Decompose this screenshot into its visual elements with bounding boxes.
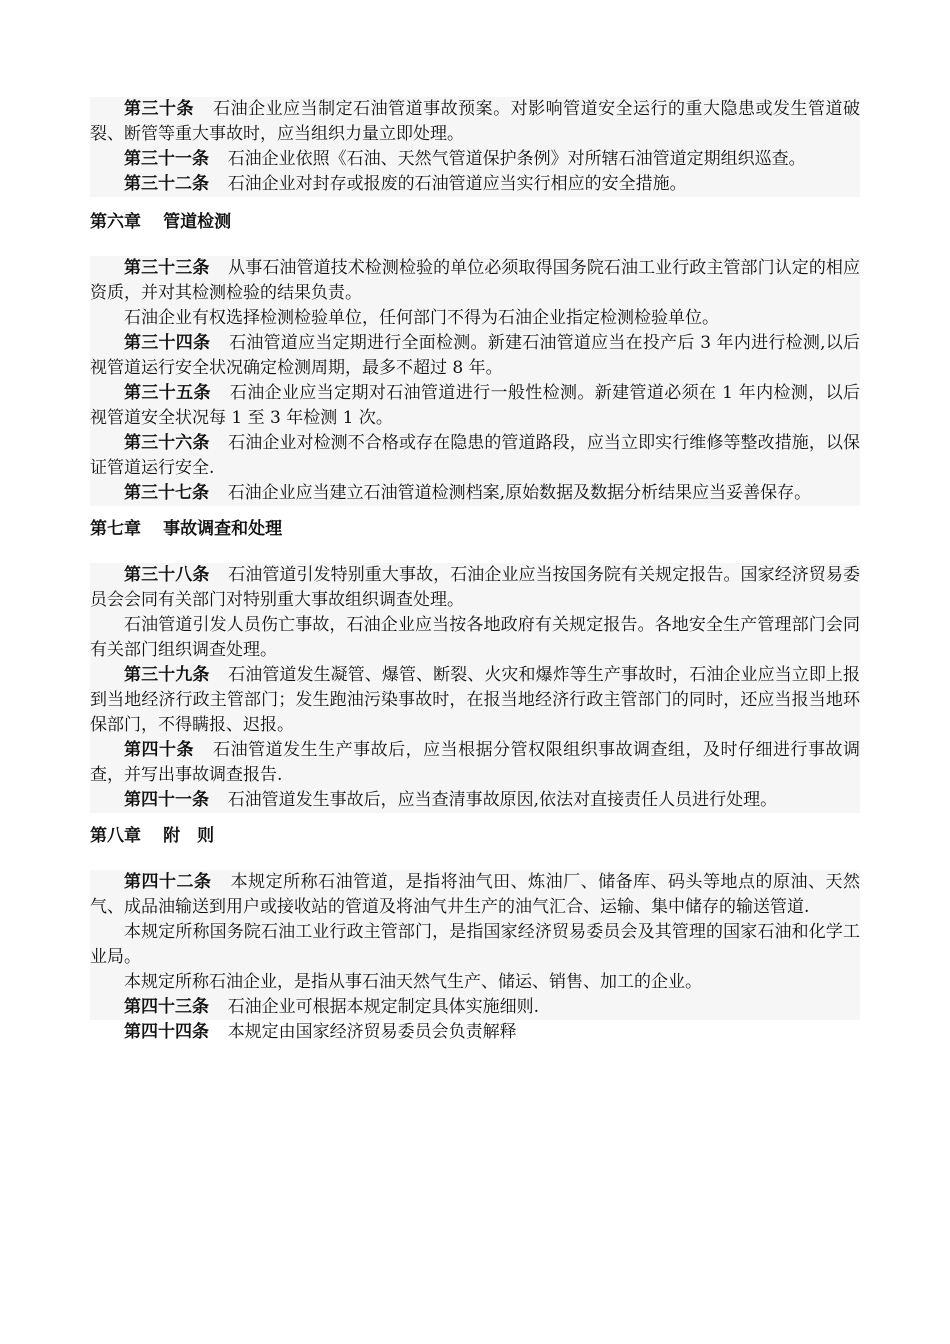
article-paragraph [90,738,860,788]
article-paragraph [90,995,860,1020]
paragraph-text: 石油管道发生凝管、爆管、断裂、火灾和爆炸等生产事故时，石油企业应当立即上报到当地经济行政主管部门；发生跑油污染事故时，在报当地经济行政主管部门的同时，还应当报当地环保部门，不得瞒报、迟报。 [90,665,861,735]
article-number: 第三十条 [124,99,194,119]
chapter-heading [90,197,860,256]
article-number: 第三十一条 [124,149,209,169]
paragraph [90,970,860,995]
paragraph-text: 石油企业依照《石油、天然气管道保护条例》对所辖石油管道定期组织巡查。 [227,149,806,169]
article-number: 第四十三条 [124,997,209,1017]
chapter-number: 第六章 [90,212,141,232]
paragraph [90,613,860,663]
article-paragraph [90,563,860,613]
paragraph-text: 石油企业对检测不合格或存在隐患的管道路段，应当立即实行维修等整改措施，以保证管道运行安全. [90,433,861,478]
chapter-heading [90,506,860,563]
chapter-title: 事故调查和处理 [163,519,283,539]
chapter-title: 附 则 [163,826,215,846]
article-number: 第三十六条 [124,433,210,453]
chapter-heading [90,813,860,870]
paragraph-text: 石油企业有权选择检测检验单位，任何部门不得为石油企业指定检测检验单位。 [124,308,719,328]
article-paragraph [90,97,860,147]
article-number: 第三十五条 [124,383,211,403]
article-number: 第三十七条 [124,483,209,503]
paragraph-text: 石油管道发生生产事故后，应当根据分管权限组织事故调查组，及时仔细进行事故调查，并写出事故调查报告. [90,740,861,785]
article-paragraph [90,870,860,920]
paragraph-text: 本规定由国家经济贸易委员会负责解释 [227,1022,517,1042]
article-number: 第三十八条 [124,565,210,585]
paragraph-text: 石油企业应当定期对石油管道进行一般性检测。新建管道必须在 1 年内检测，以后视管道安全状况每 1 至 3 年检测 1 次。 [90,383,861,428]
paragraph-text: 石油管道发生事故后，应当查清事故原因,依法对直接责任人员进行处理。 [227,790,778,810]
article-number: 第四十条 [124,740,194,760]
chapter-number: 第七章 [90,519,141,539]
article-paragraph [90,431,860,481]
article-paragraph [90,663,860,738]
article-paragraph [90,788,860,813]
paragraph [90,306,860,331]
article-paragraph [90,172,860,197]
article-paragraph [90,147,860,172]
document-body [90,97,860,1045]
paragraph-text: 石油企业应当建立石油管道检测档案,原始数据及数据分析结果应当妥善保存。 [227,483,812,503]
paragraph-text: 石油管道引发人员伤亡事故，石油企业应当按各地政府有关规定报告。各地安全生产管理部门会同有关部门组织调查处理。 [90,615,860,660]
paragraph-text: 石油企业应当制定石油管道事故预案。对影响管道安全运行的重大隐患或发生管道破裂、断管等重大事故时，应当组织力量立即处理。 [90,99,861,144]
article-number: 第三十二条 [124,174,209,194]
paragraph-text: 石油管道应当定期进行全面检测。新建石油管道应当在投产后 3 年内进行检测,以后视管道运行安全状况确定检测周期，最多不超过 8 年。 [90,333,861,378]
article-paragraph [90,381,860,431]
paragraph-text: 从事石油管道技术检测检验的单位必须取得国务院石油工业行政主管部门认定的相应资质，并对其检测检验的结果负责。 [90,258,861,303]
article-number: 第三十四条 [124,333,211,353]
chapter-title: 管道检测 [163,212,232,232]
chapter-number: 第八章 [90,826,141,846]
paragraph [90,920,860,970]
article-number: 第三十九条 [124,665,210,685]
article-paragraph [90,256,860,306]
paragraph-text: 本规定所称石油管道，是指将油气田、炼油厂、储备库、码头等地点的原油、天然气、成品油输送到用户或接收站的管道及将油气井生产的油气汇合、运输、集中储存的输送管道. [90,872,861,917]
article-number: 第三十三条 [124,258,210,278]
paragraph-text: 石油企业对封存或报废的石油管道应当实行相应的安全措施。 [227,174,687,194]
article-paragraph [90,1020,860,1045]
article-paragraph [90,331,860,381]
article-number: 第四十二条 [124,872,212,892]
paragraph-text: 本规定所称石油企业，是指从事石油天然气生产、储运、销售、加工的企业。 [124,972,702,992]
article-number: 第四十一条 [124,790,209,810]
paragraph-text: 石油企业可根据本规定制定具体实施细则. [227,997,540,1017]
article-number: 第四十四条 [124,1022,209,1042]
article-paragraph [90,481,860,506]
paragraph-text: 石油管道引发特别重大事故，石油企业应当按国务院有关规定报告。国家经济贸易委员会会同有关部门对特别重大事故组织调查处理。 [90,565,861,610]
paragraph-text: 本规定所称国务院石油工业行政主管部门，是指国家经济贸易委员会及其管理的国家石油和化学工业局。 [90,922,860,967]
